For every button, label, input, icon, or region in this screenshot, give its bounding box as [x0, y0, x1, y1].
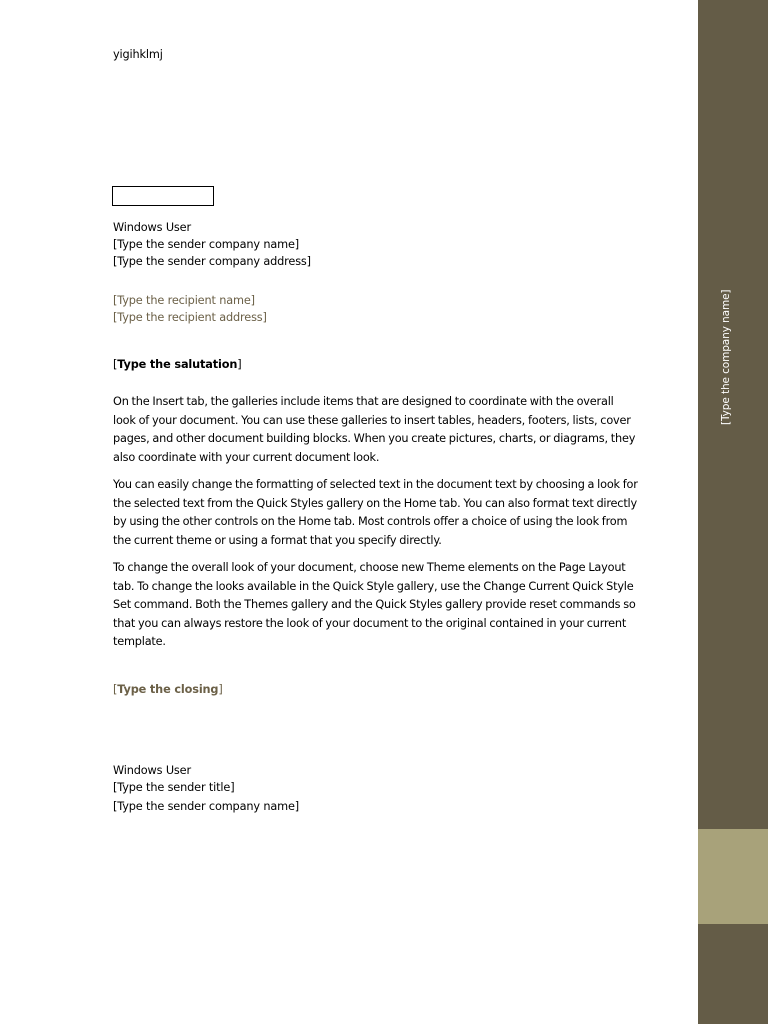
salutation[interactable]: [113, 356, 242, 373]
closing[interactable]: [113, 681, 223, 698]
closing-close-bracket: ]: [218, 683, 223, 696]
recipient-address[interactable]: [Type the recipient address]: [113, 311, 267, 324]
sender-company-name[interactable]: [Type the sender company name]: [113, 238, 300, 251]
body-paragraph-2[interactable]: You can easily change the formatting of selected text in the document text by choosing a look for the selected text from the Quick Styles gallery on the Home tab. You can also format text directly by using the other controls on the Home tab. Most controls offer a choice of using the look from the current theme or using a format that you specify directly.: [113, 478, 638, 547]
signature-name[interactable]: Windows User: [113, 764, 191, 777]
document-heading[interactable]: yigihklmj: [113, 48, 163, 61]
signature-company-name[interactable]: [Type the sender company name]: [113, 800, 300, 813]
date-field[interactable]: [112, 186, 214, 206]
sidebar-accent-block: [698, 829, 768, 924]
signature-title[interactable]: [Type the sender title]: [113, 781, 235, 794]
company-name-vertical[interactable]: [Type the company name]: [720, 289, 732, 425]
body-paragraph-1[interactable]: On the Insert tab, the galleries include items that are designed to coordinate with the overall look of your document. You can use these galleries to insert tables, headers, footers, lists, cover pages, and other document building blocks. When you create pictures, charts, or diagrams, they also coordinate with your current document look.: [113, 395, 636, 464]
salutation-close-bracket: ]: [237, 358, 242, 371]
closing-open-bracket: [: [113, 683, 118, 696]
sender-company-address[interactable]: [Type the sender company address]: [113, 255, 311, 268]
closing-text: Type the closing: [117, 683, 219, 696]
salutation-text: Type the salutation: [117, 358, 238, 371]
sender-name[interactable]: Windows User: [113, 221, 191, 234]
salutation-open-bracket: [: [113, 358, 118, 371]
body-paragraph-3[interactable]: To change the overall look of your document, choose new Theme elements on the Page Layout tab. To change the looks available in the Quick Style gallery, use the Change Current Quick Style Set command. Both the Themes gallery and the Quick Styles gallery provide reset commands so that you can always restore the look of your document to the original contained in your current template.: [113, 561, 636, 648]
recipient-name[interactable]: [Type the recipient name]: [113, 294, 255, 307]
